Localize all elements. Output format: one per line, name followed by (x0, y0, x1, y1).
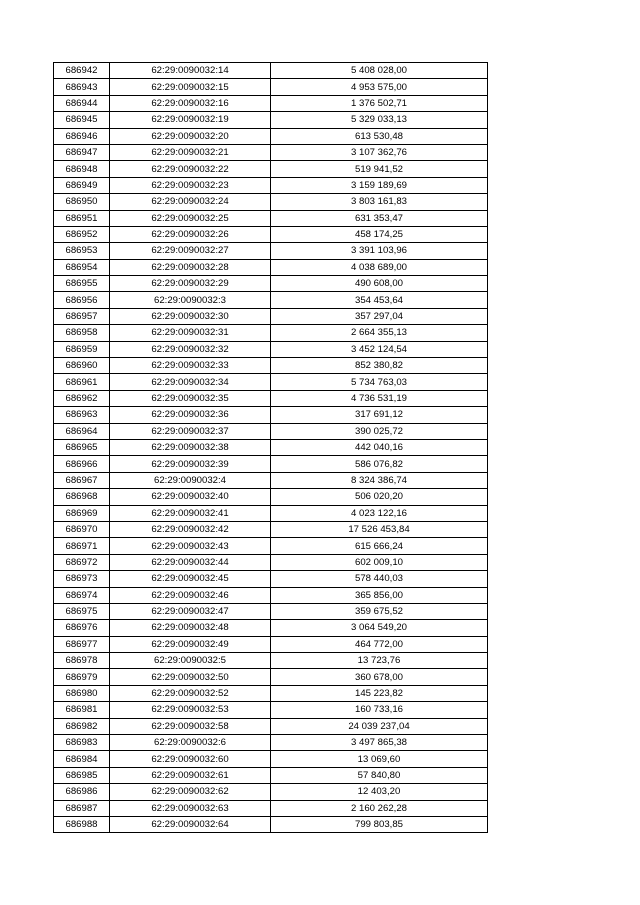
table-row (54, 669, 488, 685)
row-number-cell: 686986 (54, 784, 110, 800)
cadastral-number-cell: 62:29:0090032:25 (110, 210, 271, 226)
cadastral-number-cell: 62:29:0090032:32 (110, 341, 271, 357)
cadastral-number-cell: 62:29:0090032:46 (110, 587, 271, 603)
row-number-cell: 686942 (54, 63, 110, 79)
table-row (54, 79, 488, 95)
row-number-cell: 686983 (54, 735, 110, 751)
row-number-cell: 686953 (54, 243, 110, 259)
cadastral-value-cell: 3 107 362,76 (271, 144, 488, 160)
row-number-cell: 686979 (54, 669, 110, 685)
row-number-cell: 686987 (54, 800, 110, 816)
table-row (54, 407, 488, 423)
cadastral-number-cell: 62:29:0090032:16 (110, 95, 271, 111)
table-row (54, 653, 488, 669)
row-number-cell: 686947 (54, 144, 110, 160)
cadastral-value-cell: 458 174,25 (271, 226, 488, 242)
row-number-cell: 686980 (54, 685, 110, 701)
table-row (54, 341, 488, 357)
cadastral-value-cell: 3 497 865,38 (271, 735, 488, 751)
cadastral-number-cell: 62:29:0090032:44 (110, 554, 271, 570)
cadastral-value-cell: 24 039 237,04 (271, 718, 488, 734)
row-number-cell: 686965 (54, 439, 110, 455)
cadastral-value-cell: 2 664 355,13 (271, 325, 488, 341)
row-number-cell: 686975 (54, 603, 110, 619)
table-row (54, 374, 488, 390)
row-number-cell: 686952 (54, 226, 110, 242)
cadastral-value-cell: 5 329 033,13 (271, 112, 488, 128)
table-row (54, 735, 488, 751)
cadastral-number-cell: 62:29:0090032:3 (110, 292, 271, 308)
row-number-cell: 686973 (54, 571, 110, 587)
cadastral-number-cell: 62:29:0090032:37 (110, 423, 271, 439)
cadastral-number-cell: 62:29:0090032:40 (110, 489, 271, 505)
row-number-cell: 686956 (54, 292, 110, 308)
table-row (54, 702, 488, 718)
cadastral-value-cell: 4 023 122,16 (271, 505, 488, 521)
table-body (54, 63, 488, 833)
cadastral-value-cell: 506 020,20 (271, 489, 488, 505)
row-number-cell: 686970 (54, 521, 110, 537)
table-row (54, 521, 488, 537)
cadastral-value-cell: 17 526 453,84 (271, 521, 488, 537)
table-row (54, 358, 488, 374)
cadastral-number-cell: 62:29:0090032:36 (110, 407, 271, 423)
cadastral-number-cell: 62:29:0090032:47 (110, 603, 271, 619)
cadastral-value-cell: 3 064 549,20 (271, 620, 488, 636)
cadastral-value-cell: 145 223,82 (271, 685, 488, 701)
cadastral-value-cell: 357 297,04 (271, 308, 488, 324)
cadastral-value-cell: 3 159 189,69 (271, 177, 488, 193)
row-number-cell: 686950 (54, 194, 110, 210)
cadastral-number-cell: 62:29:0090032:4 (110, 472, 271, 488)
table-row (54, 489, 488, 505)
row-number-cell: 686967 (54, 472, 110, 488)
row-number-cell: 686988 (54, 816, 110, 832)
table-row (54, 259, 488, 275)
cadastral-number-cell: 62:29:0090032:53 (110, 702, 271, 718)
cadastral-number-cell: 62:29:0090032:19 (110, 112, 271, 128)
cadastral-value-cell: 3 803 161,83 (271, 194, 488, 210)
row-number-cell: 686958 (54, 325, 110, 341)
cadastral-number-cell: 62:29:0090032:5 (110, 653, 271, 669)
cadastral-value-cell: 602 009,10 (271, 554, 488, 570)
row-number-cell: 686968 (54, 489, 110, 505)
row-number-cell: 686977 (54, 636, 110, 652)
cadastral-number-cell: 62:29:0090032:38 (110, 439, 271, 455)
cadastral-value-cell: 615 666,24 (271, 538, 488, 554)
cadastral-value-cell: 5 734 763,03 (271, 374, 488, 390)
row-number-cell: 686949 (54, 177, 110, 193)
cadastral-number-cell: 62:29:0090032:23 (110, 177, 271, 193)
table-row (54, 161, 488, 177)
table-row (54, 308, 488, 324)
cadastral-value-cell: 631 353,47 (271, 210, 488, 226)
cadastral-value-cell: 578 440,03 (271, 571, 488, 587)
row-number-cell: 686951 (54, 210, 110, 226)
cadastral-number-cell: 62:29:0090032:27 (110, 243, 271, 259)
row-number-cell: 686972 (54, 554, 110, 570)
row-number-cell: 686976 (54, 620, 110, 636)
cadastral-number-cell: 62:29:0090032:45 (110, 571, 271, 587)
row-number-cell: 686971 (54, 538, 110, 554)
cadastral-number-cell: 62:29:0090032:35 (110, 390, 271, 406)
table-row (54, 390, 488, 406)
table-row (54, 620, 488, 636)
row-number-cell: 686957 (54, 308, 110, 324)
row-number-cell: 686944 (54, 95, 110, 111)
table-row (54, 571, 488, 587)
cadastral-number-cell: 62:29:0090032:31 (110, 325, 271, 341)
cadastral-value-cell: 519 941,52 (271, 161, 488, 177)
table-row (54, 751, 488, 767)
cadastral-value-cell: 4 736 531,19 (271, 390, 488, 406)
cadastral-number-cell: 62:29:0090032:15 (110, 79, 271, 95)
table-row (54, 538, 488, 554)
row-number-cell: 686982 (54, 718, 110, 734)
cadastral-value-cell: 354 453,64 (271, 292, 488, 308)
table-row (54, 505, 488, 521)
table-row (54, 718, 488, 734)
cadastral-number-cell: 62:29:0090032:33 (110, 358, 271, 374)
table-row (54, 587, 488, 603)
table-row (54, 112, 488, 128)
table-row (54, 439, 488, 455)
cadastral-number-cell: 62:29:0090032:41 (110, 505, 271, 521)
row-number-cell: 686959 (54, 341, 110, 357)
row-number-cell: 686966 (54, 456, 110, 472)
cadastral-value-cell: 799 803,85 (271, 816, 488, 832)
row-number-cell: 686955 (54, 276, 110, 292)
cadastral-number-cell: 62:29:0090032:34 (110, 374, 271, 390)
cadastral-value-cell: 57 840,80 (271, 767, 488, 783)
row-number-cell: 686961 (54, 374, 110, 390)
table-row (54, 194, 488, 210)
row-number-cell: 686981 (54, 702, 110, 718)
row-number-cell: 686946 (54, 128, 110, 144)
row-number-cell: 686943 (54, 79, 110, 95)
row-number-cell: 686945 (54, 112, 110, 128)
row-number-cell: 686964 (54, 423, 110, 439)
cadastral-number-cell: 62:29:0090032:58 (110, 718, 271, 734)
cadastral-number-cell: 62:29:0090032:48 (110, 620, 271, 636)
row-number-cell: 686963 (54, 407, 110, 423)
cadastral-number-cell: 62:29:0090032:24 (110, 194, 271, 210)
cadastral-number-cell: 62:29:0090032:62 (110, 784, 271, 800)
table-row (54, 800, 488, 816)
cadastral-number-cell: 62:29:0090032:64 (110, 816, 271, 832)
cadastral-number-cell: 62:29:0090032:42 (110, 521, 271, 537)
table-row (54, 472, 488, 488)
cadastral-number-cell: 62:29:0090032:29 (110, 276, 271, 292)
row-number-cell: 686978 (54, 653, 110, 669)
cadastral-value-cell: 359 675,52 (271, 603, 488, 619)
table-row (54, 128, 488, 144)
table-row (54, 144, 488, 160)
row-number-cell: 686962 (54, 390, 110, 406)
row-number-cell: 686969 (54, 505, 110, 521)
cadastral-value-cell: 613 530,48 (271, 128, 488, 144)
cadastral-number-cell: 62:29:0090032:28 (110, 259, 271, 275)
cadastral-value-cell: 13 723,76 (271, 653, 488, 669)
cadastral-number-cell: 62:29:0090032:14 (110, 63, 271, 79)
cadastral-number-cell: 62:29:0090032:39 (110, 456, 271, 472)
table-row (54, 177, 488, 193)
cadastral-value-cell: 4 953 575,00 (271, 79, 488, 95)
table-row (54, 423, 488, 439)
row-number-cell: 686985 (54, 767, 110, 783)
cadastral-value-cell: 852 380,82 (271, 358, 488, 374)
cadastral-number-cell: 62:29:0090032:50 (110, 669, 271, 685)
table-row (54, 784, 488, 800)
cadastral-value-cell: 586 076,82 (271, 456, 488, 472)
row-number-cell: 686948 (54, 161, 110, 177)
table-row (54, 243, 488, 259)
cadastral-value-cell: 317 691,12 (271, 407, 488, 423)
cadastral-number-cell: 62:29:0090032:52 (110, 685, 271, 701)
cadastral-value-cell: 464 772,00 (271, 636, 488, 652)
row-number-cell: 686960 (54, 358, 110, 374)
table-row (54, 456, 488, 472)
cadastral-value-cell: 4 038 689,00 (271, 259, 488, 275)
cadastral-value-cell: 13 069,60 (271, 751, 488, 767)
table-row (54, 226, 488, 242)
cadastral-number-cell: 62:29:0090032:61 (110, 767, 271, 783)
table-row (54, 636, 488, 652)
cadastral-value-cell: 3 452 124,54 (271, 341, 488, 357)
table-row (54, 63, 488, 79)
cadastral-number-cell: 62:29:0090032:26 (110, 226, 271, 242)
cadastral-value-cell: 12 403,20 (271, 784, 488, 800)
cadastral-value-cell: 1 376 502,71 (271, 95, 488, 111)
row-number-cell: 686974 (54, 587, 110, 603)
cadastral-number-cell: 62:29:0090032:49 (110, 636, 271, 652)
table-row (54, 816, 488, 832)
cadastral-value-table (53, 62, 488, 833)
cadastral-value-cell: 5 408 028,00 (271, 63, 488, 79)
cadastral-number-cell: 62:29:0090032:30 (110, 308, 271, 324)
cadastral-value-cell: 2 160 262,28 (271, 800, 488, 816)
cadastral-number-cell: 62:29:0090032:22 (110, 161, 271, 177)
cadastral-number-cell: 62:29:0090032:6 (110, 735, 271, 751)
cadastral-number-cell: 62:29:0090032:60 (110, 751, 271, 767)
cadastral-value-cell: 3 391 103,96 (271, 243, 488, 259)
cadastral-value-cell: 442 040,16 (271, 439, 488, 455)
table-row (54, 685, 488, 701)
cadastral-value-cell: 8 324 386,74 (271, 472, 488, 488)
cadastral-number-cell: 62:29:0090032:43 (110, 538, 271, 554)
table-row (54, 767, 488, 783)
cadastral-value-cell: 360 678,00 (271, 669, 488, 685)
table-row (54, 603, 488, 619)
table-row (54, 292, 488, 308)
row-number-cell: 686984 (54, 751, 110, 767)
table-row (54, 554, 488, 570)
cadastral-number-cell: 62:29:0090032:20 (110, 128, 271, 144)
row-number-cell: 686954 (54, 259, 110, 275)
table-row (54, 95, 488, 111)
table-row (54, 325, 488, 341)
cadastral-value-cell: 390 025,72 (271, 423, 488, 439)
table-row (54, 210, 488, 226)
cadastral-value-cell: 160 733,16 (271, 702, 488, 718)
table-row (54, 276, 488, 292)
cadastral-number-cell: 62:29:0090032:63 (110, 800, 271, 816)
cadastral-value-cell: 365 856,00 (271, 587, 488, 603)
cadastral-value-cell: 490 608,00 (271, 276, 488, 292)
cadastral-number-cell: 62:29:0090032:21 (110, 144, 271, 160)
